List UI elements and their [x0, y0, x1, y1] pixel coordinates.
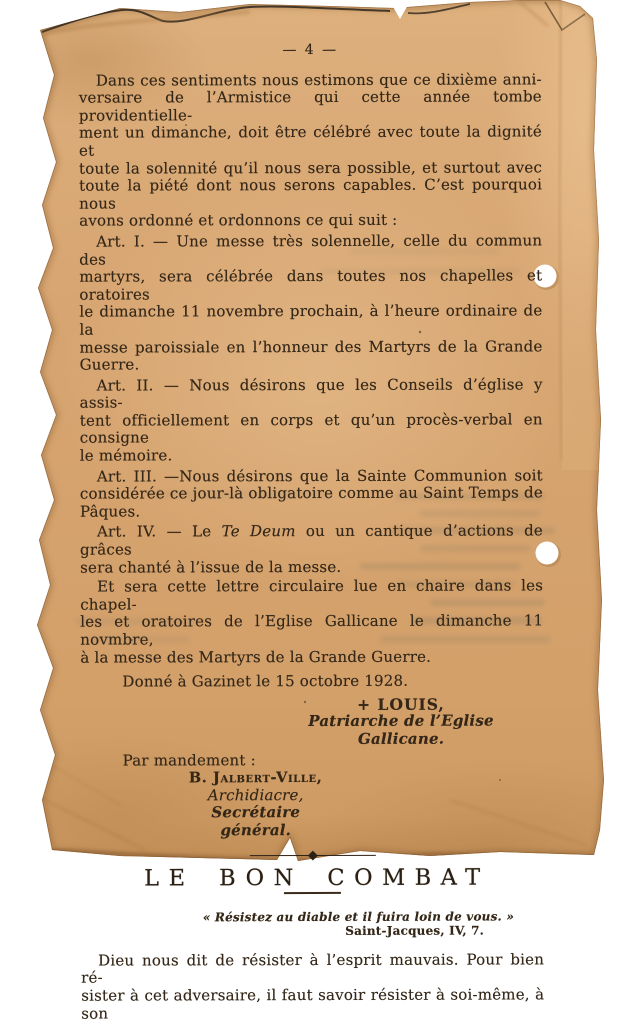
- article-3: Art. III. —Nous désirons que la Sainte Communion soit considérée ce jour-là obligatoire comme au Saint Temps de Pâques.: [79, 466, 543, 521]
- epigraph-source: Saint-Jacques, IV, 7.: [345, 923, 485, 938]
- closing-paragraph: Et sera cette lettre circulaire lue en chaire dans les chapel- les et oratoires de l’Eglise Gallicane le dimanche 11 novmbre, à la messe des Martyrs de la Grande Guerre.: [80, 576, 544, 667]
- secretary-name: B. Jalbert-Ville,: [188, 769, 323, 787]
- diamond-ornament: [308, 850, 317, 859]
- mandement-block: [176, 769, 336, 840]
- signature-title: Patriarche de l’Eglise Gallicane.: [308, 711, 494, 748]
- secretary-role-archdeacon: Archidiacre,: [207, 785, 304, 805]
- page-number: — 4 —: [282, 41, 339, 59]
- article-2: Art. II. — Nous désirons que les Conseils d’église y assis- tent officiellement en corps et qu’un procès-verbal en consigne le mémoire.: [79, 375, 543, 465]
- secretary-role-general: Secrétaire général.: [211, 803, 301, 840]
- dateline: Donné à Gazinet le 15 octobre 1928.: [122, 671, 409, 691]
- article-4: Art. IV. — Le Te Deum ou un cantique d’actions de grâces sera chanté à l’issue de la messe.: [80, 521, 544, 577]
- mandement-label: Par mandement :: [122, 750, 256, 770]
- epigraph: [81, 911, 544, 940]
- title-underline: [284, 892, 341, 894]
- combat-paragraph: Dieu nous dit de résister à l’esprit mauvais. Pour bien ré- sister à cet adversaire, il faut savoir résister à soi-même, à son: [81, 950, 545, 1023]
- epigraph-quote: « Résistez au diable et il fuira loin de vous. »: [202, 909, 515, 925]
- intro-paragraph: Dans ces sentiments nous estimons que ce dixième anni- versaire de l’Armistice qui cette année tombe providentielle- ment un dimanche, doit être célébré avec toute la dignité et toute la solennité qu’il nous sera possible, et surtout avec toute la piété dont nous serons capables. C’est pourquoi nous avons ordonné et ordonnons ce qui suit :: [78, 69, 543, 230]
- signature-name: + LOUIS,: [357, 694, 445, 714]
- section-title: LE BON COMBAT: [144, 864, 490, 891]
- signature-block: [293, 695, 508, 748]
- section-divider: [249, 850, 375, 860]
- text-column: [79, 41, 545, 1022]
- article-1: Art. I. — Une messe très solennelle, celle du commun des martyrs, sera célébrée dans toutes nos chapelles et oratoires le dimanche 11 novembre prochain, à l’heure ordinaire de la messe paroissiale en l’honneur des Martyrs de la Grande Guerre.: [79, 231, 543, 374]
